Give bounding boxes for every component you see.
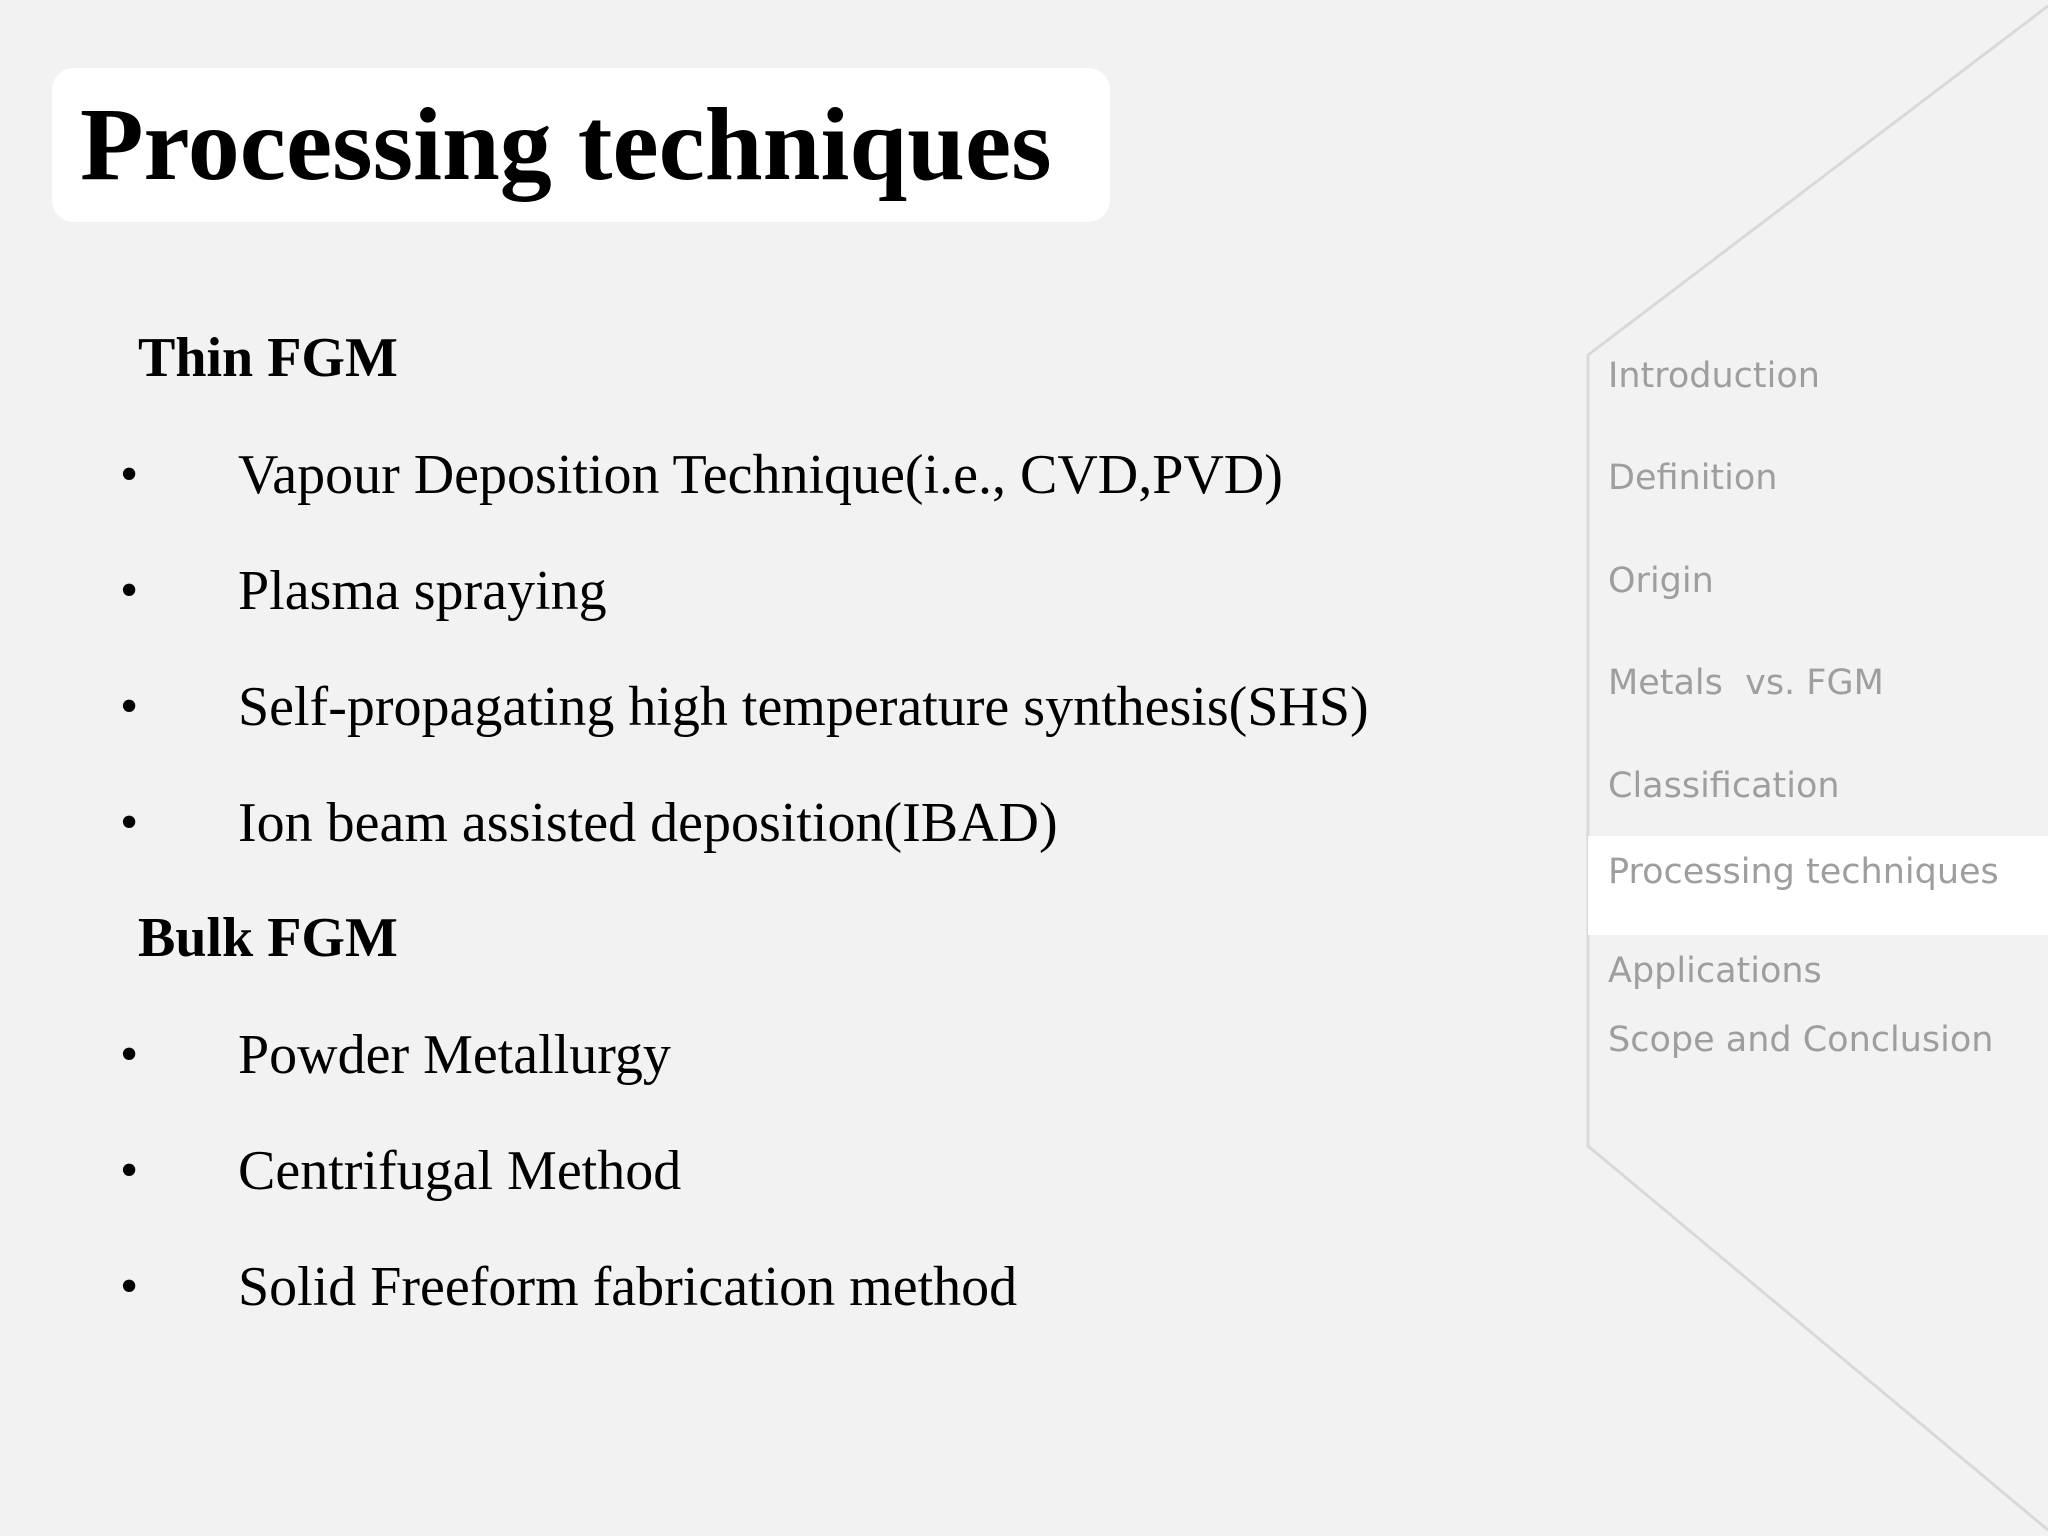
bullet-dot: • xyxy=(120,678,139,735)
nav-item-metals-vs-fgm[interactable]: Metals vs. FGM xyxy=(1608,663,1884,703)
nav-item-processing-techniques[interactable]: Processing techniques xyxy=(1608,852,1999,892)
bullet-item xyxy=(0,672,1500,742)
bullet-text: Self-propagating high temperature synthesis(SHS) xyxy=(238,676,1369,738)
bullet-text: Solid Freeform fabrication method xyxy=(238,1256,1018,1318)
bullet-text: Centrifugal Method xyxy=(238,1140,682,1202)
bullet-item xyxy=(0,788,1500,858)
bullet-text: Plasma spraying xyxy=(238,560,607,622)
section-heading-bulk-fgm: Bulk FGM xyxy=(138,907,398,969)
bullet-dot: • xyxy=(120,562,139,619)
bullet-item xyxy=(0,440,1500,510)
bullet-text: Powder Metallurgy xyxy=(238,1024,671,1086)
nav-item-scope-and-conclusion[interactable]: Scope and Conclusion xyxy=(1608,1020,1994,1060)
bullet-item xyxy=(0,1020,1500,1090)
nav-item-introduction[interactable]: Introduction xyxy=(1608,356,1820,396)
bullet-dot: • xyxy=(120,794,139,851)
bullet-item xyxy=(0,1136,1500,1206)
bullet-text: Vapour Deposition Technique(i.e., CVD,PVD) xyxy=(238,444,1283,506)
bullet-dot: • xyxy=(120,1258,139,1315)
bullet-dot: • xyxy=(120,1142,139,1199)
title-box xyxy=(52,68,1110,222)
bullet-text: Ion beam assisted deposition(IBAD) xyxy=(238,792,1058,854)
nav-item-applications[interactable]: Applications xyxy=(1608,951,1822,991)
bullet-dot: • xyxy=(120,446,139,503)
nav-item-classification[interactable]: Classification xyxy=(1608,766,1840,806)
nav-item-definition[interactable]: Definition xyxy=(1608,458,1778,498)
nav-item-origin[interactable]: Origin xyxy=(1608,561,1714,601)
slide-title: Processing techniques xyxy=(80,87,1052,202)
section-heading-thin-fgm: Thin FGM xyxy=(138,327,398,389)
bullet-dot: • xyxy=(120,1026,139,1083)
bullet-item xyxy=(0,1252,1500,1322)
bullet-item xyxy=(0,556,1500,626)
